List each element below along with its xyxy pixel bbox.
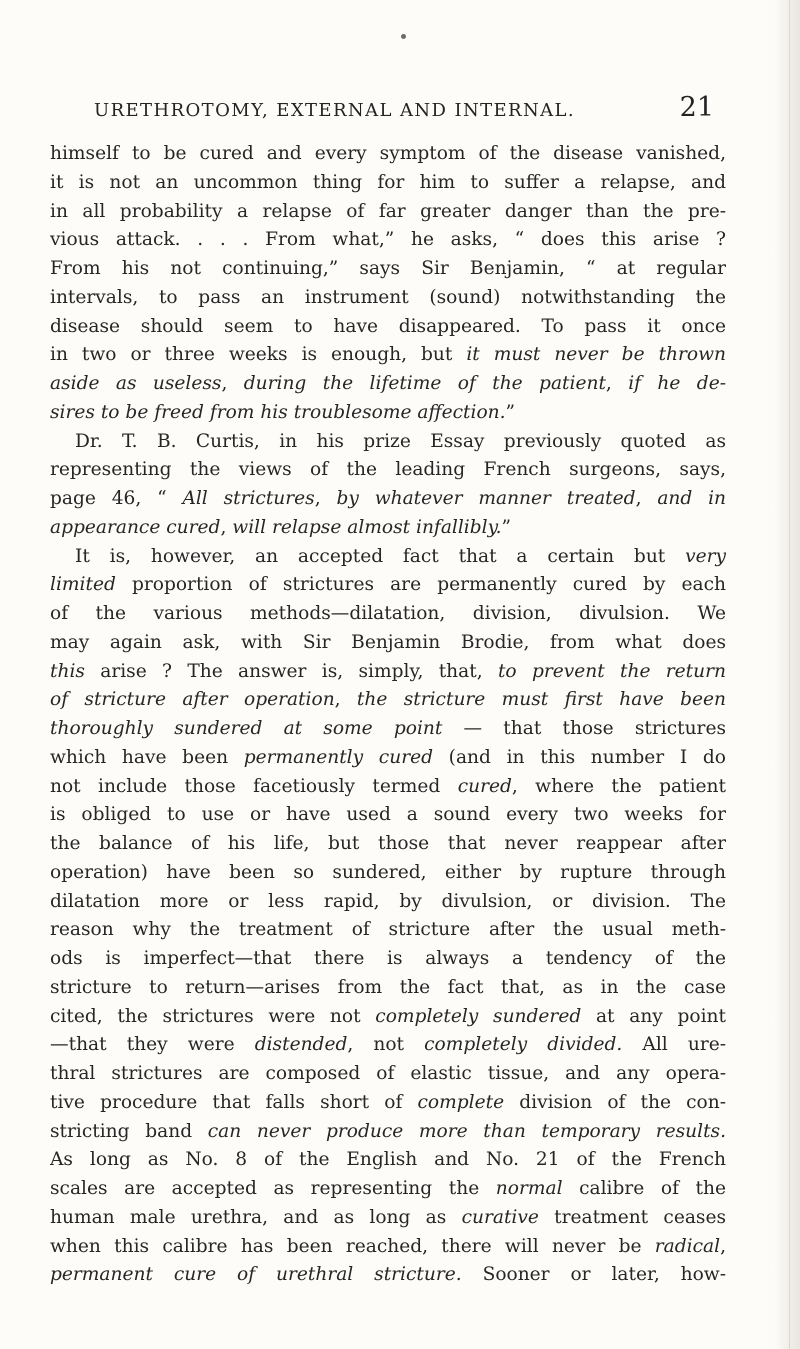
- italic-text: thoroughly sundered at some point: [50, 718, 443, 739]
- text-line: [50, 341, 726, 370]
- italic-text: cured: [457, 775, 512, 797]
- text-run: ,: [334, 689, 357, 711]
- text-run: thral strictures are composed of elastic tissue, and any opera-: [50, 1063, 726, 1084]
- text-run: the balance of his life, but those that never reappear after: [50, 833, 726, 854]
- text-run: (and in this number I do: [433, 746, 726, 768]
- text-run: cited, the strictures were not: [50, 1005, 376, 1027]
- text-run: , not: [347, 1034, 425, 1056]
- text-line: [50, 1261, 726, 1290]
- text-line: [50, 571, 726, 600]
- italic-text: by whatever manner treated: [336, 488, 636, 509]
- text-line: [50, 485, 726, 514]
- text-run: ,: [221, 373, 244, 394]
- text-run: human male urethra, and as long as: [50, 1206, 462, 1228]
- italic-text: to prevent the return: [497, 660, 726, 682]
- text-run: scales are accepted as representing the: [50, 1178, 496, 1199]
- text-run: stricture to return—arises from the fact that, as in the case: [50, 976, 726, 998]
- italic-text: will relapse almost infallibly.: [232, 516, 502, 538]
- text-line: [50, 974, 726, 1003]
- text-line: [50, 744, 726, 773]
- text-run: at any point: [581, 1005, 726, 1027]
- text-line: [50, 140, 726, 169]
- text-run: It is, however, an accepted fact that a certain but: [75, 545, 686, 567]
- italic-text: completely sundered: [375, 1005, 582, 1027]
- text-line: [50, 226, 726, 255]
- text-line: [50, 1204, 726, 1233]
- text-run: reason why the treatment of stricture after the usual meth-: [50, 919, 726, 941]
- text-run: division of the con-: [504, 1091, 726, 1113]
- text-run: ,: [720, 1235, 726, 1257]
- text-run: — that those strictures: [442, 718, 726, 739]
- italic-text: limited: [50, 574, 116, 596]
- text-run: when this calibre has been reached, there will never be: [50, 1235, 655, 1257]
- text-run: Dr. T. B. Curtis, in his prize Essay previously quoted as: [75, 430, 726, 452]
- text-run: ,: [314, 488, 337, 509]
- text-run: proportion of strictures are permanently cured by each: [115, 574, 726, 596]
- italic-text: it must never be thrown: [466, 344, 726, 366]
- text-run: Sooner or later, how-: [461, 1264, 726, 1286]
- text-line: [50, 1089, 726, 1118]
- text-run: in all probability a relapse of far greater danger than the pre-: [50, 200, 726, 222]
- text-line: [50, 198, 726, 227]
- text-line: [50, 543, 726, 572]
- text-run: ,: [220, 516, 233, 538]
- text-run: calibre of the: [562, 1178, 726, 1199]
- text-run: treatment ceases: [538, 1206, 726, 1228]
- text-run: ods is imperfect—that there is always a tendency of the: [50, 948, 726, 969]
- text-line: [50, 686, 726, 715]
- text-run: From his not continuing,” says Sir Benjamin, “ at regular: [50, 258, 726, 279]
- italic-text: can never produce more than temporary results.: [207, 1120, 726, 1142]
- text-line: [50, 313, 726, 342]
- italic-text: permanent cure of urethral stricture.: [50, 1264, 462, 1286]
- text-line: [50, 169, 726, 198]
- print-speck: [401, 34, 406, 39]
- text-line: [50, 916, 726, 945]
- page-number: 21: [679, 92, 714, 123]
- text-run: of the various methods—dilatation, division, divulsion. We: [50, 603, 726, 624]
- text-run: As long as No. 8 of the English and No. 21 of the French: [50, 1149, 726, 1171]
- text-line: [50, 370, 726, 399]
- page-edge-shadow: [774, 0, 800, 1349]
- italic-text: curative: [461, 1206, 539, 1228]
- italic-text: during the lifetime of the patient: [243, 373, 606, 394]
- page-edge-line: [789, 0, 790, 1349]
- body-text: [50, 140, 726, 1290]
- italic-text: appearance cured: [50, 516, 221, 538]
- text-run: vious attack. . . . From what,” he asks, “ does this arise ?: [50, 229, 726, 251]
- italic-text: radical: [654, 1235, 721, 1257]
- text-line: [50, 1060, 726, 1089]
- text-line: [50, 514, 726, 543]
- italic-text: if he de-: [628, 373, 726, 394]
- text-run: —that they were: [50, 1034, 255, 1056]
- italic-text: permanently cured: [243, 746, 433, 768]
- text-line: [50, 888, 726, 917]
- text-line: [50, 1031, 726, 1060]
- text-run: All ure-: [622, 1034, 726, 1056]
- page-header: [94, 92, 714, 132]
- text-run: which have been: [50, 746, 244, 768]
- text-line: [50, 945, 726, 974]
- text-run: not include those facetiously termed: [50, 775, 458, 797]
- text-line: [50, 801, 726, 830]
- text-line: [50, 1003, 726, 1032]
- text-run: ,: [605, 373, 629, 394]
- text-line: [50, 658, 726, 687]
- italic-text: and in: [657, 488, 726, 509]
- text-line: [50, 456, 726, 485]
- running-head: URETHROTOMY, EXTERNAL AND INTERNAL.: [94, 100, 576, 121]
- text-line: [50, 859, 726, 888]
- italic-text: normal: [495, 1178, 563, 1199]
- text-line: [50, 629, 726, 658]
- text-run: page 46, “: [50, 488, 183, 509]
- text-run: , where the patient: [511, 775, 726, 797]
- text-run: representing the views of the leading French surgeons, says,: [50, 459, 726, 481]
- italic-text: this: [50, 660, 85, 682]
- text-line: [50, 1175, 726, 1204]
- italic-text: complete: [417, 1091, 505, 1113]
- text-line: [50, 715, 726, 744]
- italic-text: of stricture after operation: [50, 689, 335, 711]
- text-run: is obliged to use or have used a sound every two weeks for: [50, 804, 726, 826]
- text-line: [50, 600, 726, 629]
- italic-text: aside as useless: [50, 373, 222, 394]
- text-run: ”: [505, 401, 516, 423]
- italic-text: All strictures: [182, 488, 315, 509]
- text-run: stricting band: [50, 1120, 208, 1142]
- text-run: himself to be cured and every symptom of the disease vanished,: [50, 143, 726, 164]
- text-run: ,: [635, 488, 658, 509]
- text-line: [50, 830, 726, 859]
- italic-text: completely divided.: [424, 1034, 623, 1056]
- text-run: it is not an uncommon thing for him to suffer a relapse, and: [50, 171, 726, 193]
- italic-text: the stricture must first have been: [356, 689, 726, 711]
- text-run: may again ask, with Sir Benjamin Brodie, from what does: [50, 631, 726, 653]
- text-run: disease should seem to have disappeared. To pass it once: [50, 315, 726, 337]
- italic-text: very: [685, 545, 726, 567]
- text-line: [50, 428, 726, 457]
- text-run: arise ? The answer is, simply, that,: [84, 660, 498, 682]
- text-run: intervals, to pass an instrument (sound) notwithstanding the: [50, 286, 726, 308]
- text-run: ”: [501, 516, 512, 538]
- text-run: operation) have been so sundered, either by rupture through: [50, 861, 726, 883]
- italic-text: distended: [254, 1034, 348, 1056]
- text-line: [50, 1118, 726, 1147]
- text-line: [50, 1233, 726, 1262]
- text-line: [50, 284, 726, 313]
- text-line: [50, 255, 726, 284]
- text-line: [50, 399, 726, 428]
- text-run: dilatation more or less rapid, by divulsion, or division. The: [50, 890, 726, 912]
- text-run: in two or three weeks is enough, but: [50, 344, 467, 366]
- text-line: [50, 1146, 726, 1175]
- text-line: [50, 773, 726, 802]
- text-run: tive procedure that falls short of: [50, 1091, 418, 1113]
- italic-text: sires to be freed from his troublesome affection.: [50, 401, 506, 423]
